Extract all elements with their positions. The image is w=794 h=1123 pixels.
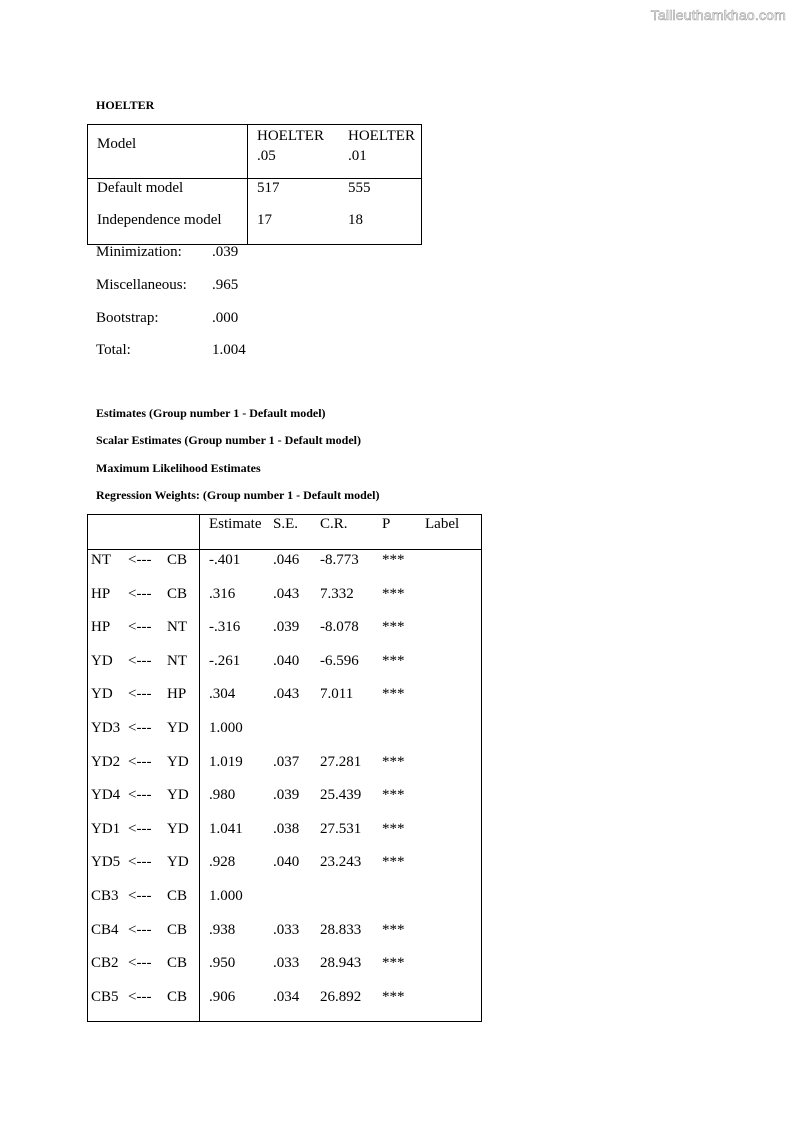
to-cell: YD4 [91, 787, 121, 804]
timing-value: .000 [212, 310, 239, 326]
col-estimate: Estimate [200, 515, 274, 550]
p-cell: *** [382, 652, 405, 669]
arrow-cell: <--- [128, 753, 152, 770]
p-cell: *** [382, 955, 405, 972]
p-cell: *** [382, 585, 405, 602]
se-cell: .043 [273, 585, 300, 602]
estimate-cell: .950 [200, 954, 274, 988]
hoelter-col-05-line2: .05 [257, 148, 276, 164]
table-row [88, 887, 482, 921]
cr-cell: 23.243 [320, 854, 362, 871]
to-cell: NT [91, 552, 111, 568]
timing-value: .965 [212, 277, 239, 293]
col-se: S.E. [273, 515, 320, 550]
hoelter-col-01-line1: HOELTER [348, 128, 415, 144]
label-cell [425, 753, 482, 787]
watermark-text: Tailieuthamkhao.com [650, 7, 786, 23]
cr-cell: -6.596 [320, 652, 359, 669]
hoelter-header-row [88, 125, 422, 179]
from-cell: YD [167, 854, 189, 871]
to-cell: CB3 [91, 887, 119, 904]
timing-label: Bootstrap: [96, 310, 159, 326]
table-row [88, 212, 422, 245]
table-row [88, 954, 482, 988]
estimate-cell: .316 [200, 585, 274, 619]
to-cell: YD3 [91, 719, 121, 736]
cr-cell: -8.773 [320, 552, 359, 568]
ml-estimates-heading: Maximum Likelihood Estimates [96, 461, 261, 475]
arrow-cell: <--- [128, 820, 152, 837]
p-cell: *** [382, 619, 405, 636]
arrow-cell: <--- [128, 921, 152, 938]
to-cell: CB5 [91, 988, 119, 1005]
estimate-cell: .928 [200, 853, 274, 887]
label-cell [425, 719, 482, 753]
to-cell: HP [91, 585, 111, 602]
arrow-cell: <--- [128, 652, 152, 669]
from-cell: HP [167, 686, 187, 703]
from-cell: CB [167, 887, 188, 904]
label-cell [425, 853, 482, 887]
from-cell: CB [167, 552, 188, 568]
label-cell [425, 786, 482, 820]
regression-table [87, 514, 482, 1022]
table-row [88, 685, 482, 719]
p-cell: *** [382, 686, 405, 703]
estimate-cell: .980 [200, 786, 274, 820]
to-cell: YD [91, 652, 113, 669]
table-row [88, 179, 422, 213]
table-row [88, 652, 482, 686]
p-cell: *** [382, 921, 405, 938]
table-row [88, 753, 482, 787]
label-cell [425, 954, 482, 988]
hoelter-table [87, 124, 422, 245]
table-row [88, 550, 482, 585]
se-cell: .039 [273, 787, 300, 804]
from-cell: YD [167, 787, 189, 804]
arrow-cell: <--- [128, 686, 152, 703]
se-cell: .040 [273, 854, 300, 871]
from-cell: CB [167, 585, 188, 602]
timing-label: Total: [96, 342, 131, 358]
p-cell [382, 719, 425, 753]
from-cell: YD [167, 753, 189, 770]
table-row [88, 820, 482, 854]
p-cell [382, 887, 425, 921]
to-cell: YD [91, 686, 113, 703]
arrow-cell: <--- [128, 552, 152, 568]
hoelter-heading: HOELTER [96, 98, 155, 112]
cr-cell: 25.439 [320, 787, 362, 804]
from-cell: CB [167, 955, 188, 972]
to-cell: YD2 [91, 753, 121, 770]
hoelter-col-model: Model [88, 125, 248, 179]
timing-label: Minimization: [96, 244, 182, 260]
se-cell: .034 [273, 988, 300, 1005]
from-cell: NT [167, 652, 187, 669]
hoelter-col-05-line1: HOELTER [257, 128, 324, 144]
arrow-cell: <--- [128, 887, 152, 904]
estimate-cell: 1.000 [200, 719, 274, 753]
blank-header-cell [88, 515, 129, 550]
cr-cell: 28.943 [320, 955, 362, 972]
se-cell: .046 [273, 552, 300, 568]
se-cell: .040 [273, 652, 300, 669]
arrow-cell: <--- [128, 787, 152, 804]
hoelter-01-cell: 555 [348, 180, 371, 196]
regression-weights-heading: Regression Weights: (Group number 1 - Default model) [96, 488, 380, 502]
cr-cell: 27.531 [320, 820, 362, 837]
p-cell: *** [382, 552, 405, 568]
estimate-cell: .304 [200, 685, 274, 719]
cr-cell [320, 887, 382, 921]
estimate-cell: 1.019 [200, 753, 274, 787]
cr-cell: 7.332 [320, 585, 354, 602]
se-cell: .037 [273, 753, 300, 770]
estimates-heading: Estimates (Group number 1 - Default model) [96, 406, 326, 420]
from-cell: YD [167, 719, 189, 736]
table-row [88, 853, 482, 887]
se-cell: .038 [273, 820, 300, 837]
hoelter-05-cell: 17 [248, 212, 349, 245]
se-cell: .033 [273, 955, 300, 972]
hoelter-col-01-line2: .01 [348, 148, 367, 164]
arrow-cell: <--- [128, 955, 152, 972]
p-cell: *** [382, 854, 405, 871]
table-row [88, 719, 482, 753]
p-cell: *** [382, 787, 405, 804]
from-cell: NT [167, 619, 187, 636]
label-cell [425, 550, 482, 585]
estimate-cell: .906 [200, 988, 274, 1022]
estimate-cell: .938 [200, 921, 274, 955]
scalar-estimates-heading: Scalar Estimates (Group number 1 - Default model) [96, 433, 361, 447]
estimate-cell: -.401 [200, 550, 274, 585]
cr-cell: 7.011 [320, 686, 354, 703]
hoelter-05-cell: 517 [248, 179, 349, 213]
label-cell [425, 652, 482, 686]
timing-label: Miscellaneous: [96, 277, 187, 293]
from-cell: CB [167, 988, 188, 1005]
hoelter-col-05 [248, 125, 349, 179]
table-row [88, 618, 482, 652]
to-cell: HP [91, 619, 111, 636]
label-cell [425, 988, 482, 1022]
label-cell [425, 585, 482, 619]
label-cell [425, 820, 482, 854]
to-cell: CB4 [91, 921, 119, 938]
arrow-cell: <--- [128, 854, 152, 871]
estimate-cell: -.261 [200, 652, 274, 686]
timing-value: 1.004 [212, 342, 246, 358]
estimate-cell: 1.000 [200, 887, 274, 921]
p-cell: *** [382, 753, 405, 770]
from-cell: YD [167, 820, 189, 837]
arrow-cell: <--- [128, 988, 152, 1005]
cr-cell: 28.833 [320, 921, 362, 938]
cr-cell: -8.078 [320, 619, 359, 636]
arrow-cell: <--- [128, 719, 152, 736]
p-cell: *** [382, 988, 405, 1005]
cr-cell: 26.892 [320, 988, 362, 1005]
table-row [88, 786, 482, 820]
label-cell [425, 618, 482, 652]
se-cell: .039 [273, 619, 300, 636]
arrow-cell: <--- [128, 585, 152, 602]
cr-cell [320, 719, 382, 753]
se-cell: .033 [273, 921, 300, 938]
estimate-cell: 1.041 [200, 820, 274, 854]
to-cell: YD1 [91, 820, 121, 837]
to-cell: YD5 [91, 854, 121, 871]
model-cell: Default model [97, 180, 184, 196]
arrow-cell: <--- [128, 619, 152, 636]
hoelter-col-01 [348, 125, 422, 179]
hoelter-01-cell: 18 [348, 212, 363, 228]
table-row [88, 988, 482, 1022]
col-cr: C.R. [320, 515, 382, 550]
regression-header-row [88, 515, 482, 550]
se-cell: .043 [273, 686, 300, 703]
blank-header-cell [128, 515, 167, 550]
col-p: P [382, 515, 425, 550]
label-cell [425, 887, 482, 921]
table-row [88, 585, 482, 619]
blank-header-cell [167, 515, 200, 550]
timing-value: .039 [212, 244, 239, 260]
col-label: Label [425, 515, 482, 550]
cr-cell: 27.281 [320, 753, 362, 770]
se-cell [273, 887, 320, 921]
to-cell: CB2 [91, 955, 119, 972]
label-cell [425, 685, 482, 719]
model-cell: Independence model [97, 212, 222, 228]
p-cell: *** [382, 820, 405, 837]
label-cell [425, 921, 482, 955]
from-cell: CB [167, 921, 188, 938]
table-row [88, 921, 482, 955]
se-cell [273, 719, 320, 753]
estimate-cell: -.316 [200, 618, 274, 652]
